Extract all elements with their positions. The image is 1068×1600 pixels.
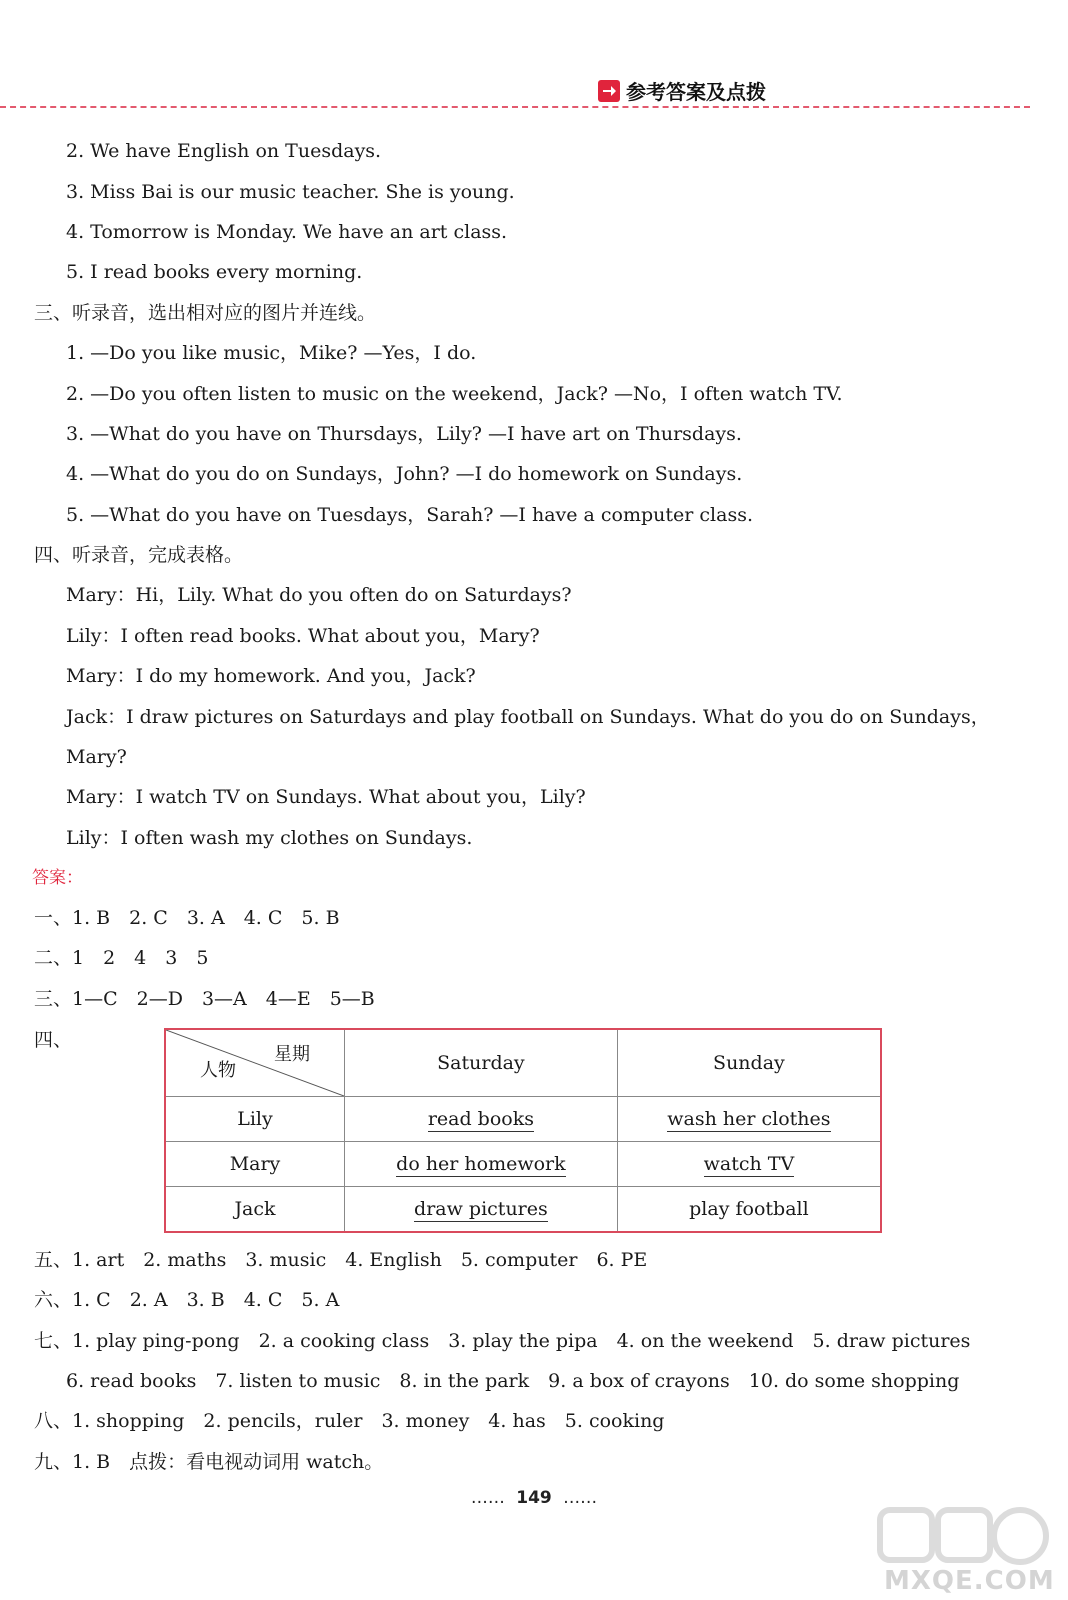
script-line: 5. I read books every morning. — [66, 261, 363, 283]
table-row — [165, 1142, 881, 1187]
script-line: 2. —Do you often listen to music on the weekend，Jack? —No，I often watch TV. — [66, 383, 843, 405]
row-name: Lily — [165, 1097, 345, 1142]
column-header: Saturday — [345, 1029, 618, 1097]
script-line: 2. We have English on Tuesdays. — [66, 140, 382, 162]
column-header: Sunday — [617, 1029, 881, 1097]
script-line: Mary? — [66, 746, 127, 768]
answer-line: 四、 — [34, 1029, 73, 1051]
table-row — [165, 1097, 881, 1142]
script-line: 3. Miss Bai is our music teacher. She is young. — [66, 181, 515, 203]
cell-answer: play football — [689, 1198, 809, 1220]
script-line: 4. —What do you do on Sundays，John? —I do homework on Sundays. — [66, 463, 743, 485]
table-cell — [345, 1097, 618, 1142]
page-header — [0, 70, 1068, 110]
script-line: Jack：I draw pictures on Saturdays and play football on Sundays. What do you do on Sundays， — [66, 706, 990, 728]
table-row — [165, 1187, 881, 1233]
cell-answer: draw pictures — [414, 1198, 548, 1220]
cell-answer: watch TV — [703, 1153, 795, 1175]
cell-answer: do her homework — [396, 1153, 566, 1175]
table-cell — [617, 1187, 881, 1233]
table-cell — [345, 1142, 618, 1187]
page-number: 149 — [516, 1488, 552, 1508]
answer-line: 六、1. C 2. A 3. B 4. C 5. A — [34, 1289, 340, 1311]
corner-top-label: 星期 — [274, 1044, 310, 1065]
corner-cell — [165, 1029, 345, 1097]
row-name: Jack — [165, 1187, 345, 1233]
table-cell — [345, 1187, 618, 1233]
script-line: Mary：I do my homework. And you，Jack? — [66, 665, 476, 687]
answer-line: 6. read books 7. listen to music 8. in the park 9. a box of crayons 10. do some shopping — [66, 1370, 960, 1392]
cell-answer: read books — [427, 1108, 534, 1130]
answer-line: 九、1. B 点拨：看电视动词用 watch。 — [34, 1451, 384, 1473]
script-line: 3. —What do you have on Thursdays，Lily? —I have art on Thursdays. — [66, 423, 742, 445]
script-line: Mary：Hi，Lily. What do you often do on Saturdays? — [66, 584, 572, 606]
answer-table — [164, 1028, 882, 1233]
table-cell — [617, 1142, 881, 1187]
corner-bottom-label: 人物 — [200, 1060, 236, 1081]
header-title: 参考答案及点拨 — [626, 80, 766, 104]
cell-answer: wash her clothes — [667, 1108, 831, 1130]
answer-line: 二、1 2 4 3 5 — [34, 947, 209, 969]
answer-line: 八、1. shopping 2. pencils，ruler 3. money 4. has 5. cooking — [34, 1410, 665, 1432]
table-cell — [617, 1097, 881, 1142]
header-divider — [0, 106, 1030, 108]
answers-title: 答案： — [32, 868, 83, 888]
table-header-row — [165, 1029, 881, 1097]
footer-dots-right: …… — [563, 1488, 598, 1508]
script-line: Mary：I watch TV on Sundays. What about you，Lily? — [66, 786, 586, 808]
script-line: 4. Tomorrow is Monday. We have an art class. — [66, 221, 508, 243]
answer-line: 一、1. B 2. C 3. A 4. C 5. B — [34, 907, 340, 929]
script-line: Lily：I often read books. What about you，Mary? — [66, 625, 540, 647]
section-heading: 三、听录音，选出相对应的图片并连线。 — [34, 302, 377, 324]
header-title-group — [598, 76, 766, 105]
script-line: 1. —Do you like music，Mike? —Yes，I do. — [66, 342, 477, 364]
diagonal-line — [166, 1030, 344, 1096]
section-heading: 四、听录音，完成表格。 — [34, 544, 244, 566]
arrow-right-icon — [598, 80, 620, 102]
answer-line: 三、1—C 2—D 3—A 4—E 5—B — [34, 988, 375, 1010]
answer-line: 五、1. art 2. maths 3. music 4. English 5. computer 6. PE — [34, 1249, 648, 1271]
answer-line: 七、1. play ping-pong 2. a cooking class 3. play the pipa 4. on the weekend 5. draw pictures — [34, 1330, 971, 1352]
script-line: 5. —What do you have on Tuesdays，Sarah? —I have a computer class. — [66, 504, 753, 526]
footer-dots-left: …… — [470, 1488, 505, 1508]
watermark-text: MXQE.COM — [884, 1566, 1055, 1596]
row-name: Mary — [165, 1142, 345, 1187]
script-line: Lily：I often wash my clothes on Sundays. — [66, 827, 473, 849]
